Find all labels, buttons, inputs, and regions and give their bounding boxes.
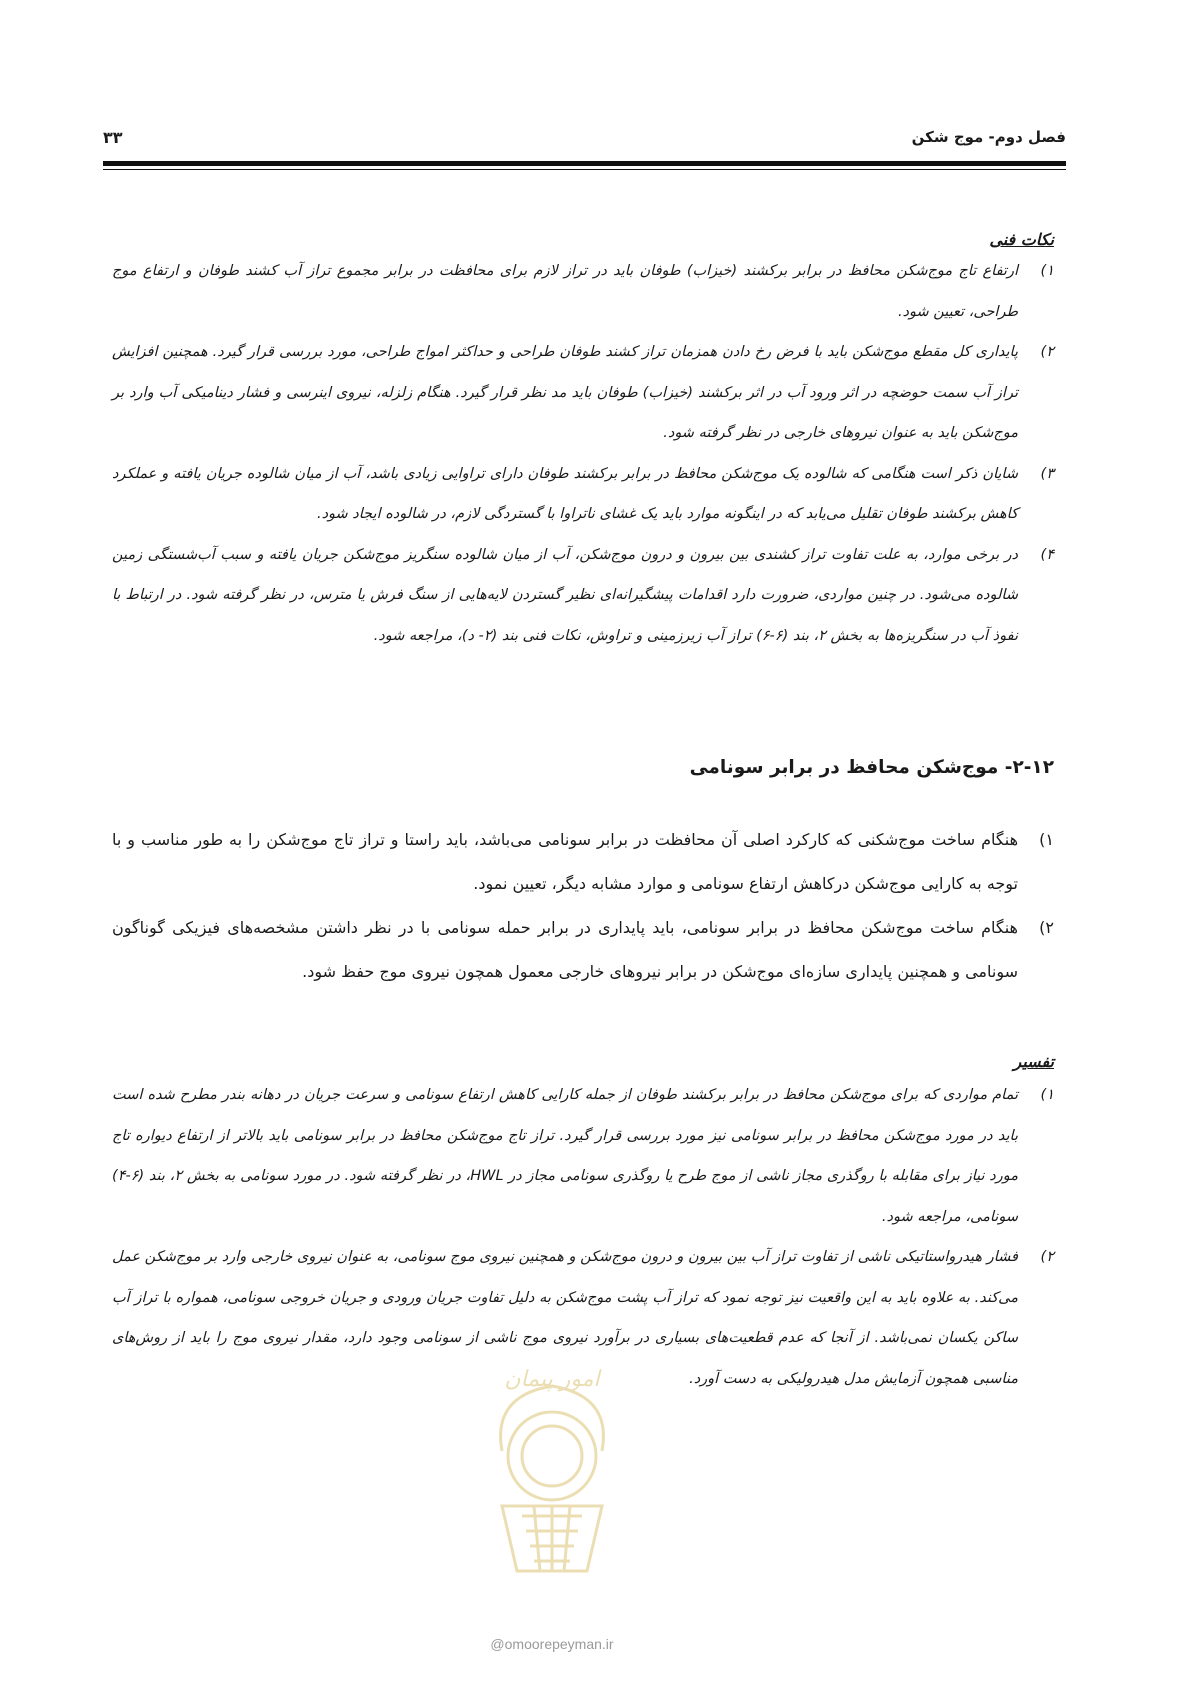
item-number: ۲) bbox=[1040, 344, 1054, 360]
page-header bbox=[103, 128, 1066, 150]
chapter-title: فصل دوم- موج شکن bbox=[911, 128, 1066, 146]
list-item bbox=[112, 818, 1054, 906]
list-item bbox=[112, 251, 1054, 332]
item-number: ۳) bbox=[1040, 465, 1054, 482]
item-text: فشار هیدرواستاتیکی ناشی از تفاوت تراز آب بین بیرون و درون موج‌شکن و همچنین نیروی موج سونامی، به عنوان نیروی خارجی وارد بر موج‌شکن عمل می‌کند. به علاوه باید به این واقعیت نیز توجه نمود که تراز آب پشت موج‌شکن به دلیل تفاوت جریان ورودی و جریان خروجی سونامی، همواره با تراز آب ساکن یکسان نمی‌باشد. از آنجا که عدم قطعیت‌های بسیاری در برآورد نیروی موج ناشی از سونامی وجود دارد، مقدار نیروی موج را باید از روش‌های مناسبی همچون آزمایش مدل هیدرولیکی به دست آورد. bbox=[112, 1249, 1018, 1387]
item-text: شایان ذکر است هنگامی که شالوده یک موج‌شکن محافظ در برابر برکشند طوفان دارای تراوایی زیادی باشد، آب از میان شالوده جریان یافته و عملکرد کاهش برکشند طوفان تقلیل می‌یابد که در اینگونه موارد باید یک غشای ناتراوا با گستردگی لازم، در شالوده ایجاد شود. bbox=[112, 465, 1018, 522]
interpretation bbox=[112, 1052, 1054, 1399]
item-text: تمام مواردی که برای موج‌شکن محافظ در برابر برکشند طوفان از جمله کارایی کاهش ارتفاع سونامی و سرعت جریان در دهانه بندر مطرح شده است باید در مورد موج‌شکن محافظ در برابر سونامی نیز مورد بررسی قرار گیرد. تراز تاج موج‌شکن محافظ در برابر سونامی باید بالاتر از ارتفاع دیواره تاج مورد نیاز برای مقابله با روگذری مجاز ناشی از موج طرح یا روگذری سونامی مجاز در HWL، در نظر گرفته شود. در مورد سونامی به بخش ۲، بند (۶-۴) سونامی، مراجعه شود. bbox=[112, 1087, 1018, 1225]
item-text: پایداری کل مقطع موج‌شکن باید با فرض رخ دادن همزمان تراز کشند طوفان طراحی و حداکثر امواج طراحی، مورد بررسی قرار گیرد. همچنین افزایش تراز آب سمت حوضچه در اثر ورود آب در اثر برکشند (خیزاب) طوفان باید مد نظر قرار گیرد. هنگام زلزله، نیروی اینرسی و فشار دینامیکی آب وارد بر موج‌شکن باید به عنوان نیروهای خارجی در نظر گرفته شود. bbox=[112, 344, 1018, 441]
section-heading: ۲-۱۲- موج‌شکن محافظ در برابر سونامی bbox=[689, 757, 1054, 778]
list-item bbox=[112, 1075, 1054, 1237]
list-item bbox=[112, 535, 1054, 657]
item-text: هنگام ساخت موج‌شکن محافظ در برابر سونامی، باید پایداری در برابر حمله سونامی با در نظر داشتن مشخصه‌های فیزیکی گوناگون سونامی و همچنین پایداری سازه‌ای موج‌شکن در برابر نیروهای خارجی معمول همچون نیروی موج حفظ شود. bbox=[112, 918, 1018, 981]
item-text: در برخی موارد، به علت تفاوت تراز کشندی بین بیرون و درون موج‌شکن، آب از میان شالوده سنگریز موج‌شکن جریان یافته و سبب آب‌شستگی زمین شالوده می‌شود. در چنین مواردی، ضرورت دارد اقدامات پیشگیرانه‌ای نظیر گستردن لایه‌هایی از سنگ فرش یا مترس، در نظر گرفته شود. در ارتباط با نفوذ آب در سنگریزه‌ها به بخش ۲، بند (۶-۶) تراز آب زیرزمینی و تراوش، نکات فنی بند (۲- د)، مراجعه شود. bbox=[112, 546, 1018, 644]
section-body bbox=[112, 818, 1054, 994]
item-text: ارتفاع تاج موج‌شکن محافظ در برابر برکشند (خیزاب) طوفان باید در تراز لازم برای محافظت در برابر مجموع تراز آب کشند طوفان و ارتفاع موج طراحی، تعیین شود. bbox=[112, 263, 1018, 320]
technical-notes bbox=[112, 230, 1054, 656]
item-number: ۱) bbox=[1040, 1087, 1054, 1103]
list-item bbox=[112, 332, 1054, 454]
header-rule-thin bbox=[103, 169, 1066, 170]
item-number: ۴) bbox=[1040, 546, 1054, 563]
watermark-logo-icon bbox=[462, 1356, 642, 1578]
item-number: ۱) bbox=[1040, 263, 1054, 279]
interpretation-label: تفسیر bbox=[1013, 1052, 1054, 1071]
watermark-site: @omoorepeyman.ir bbox=[490, 1636, 614, 1652]
header-rule-thick bbox=[103, 161, 1066, 166]
item-number: ۱) bbox=[1039, 830, 1054, 849]
list-item bbox=[112, 454, 1054, 535]
page-number: ۳۳ bbox=[103, 128, 123, 147]
watermark-logo-text: امور پیمان bbox=[504, 1367, 600, 1392]
item-number: ۲) bbox=[1040, 1249, 1054, 1265]
technical-notes-label: نکات فنی bbox=[989, 230, 1054, 249]
list-item bbox=[112, 906, 1054, 994]
item-number: ۲) bbox=[1039, 918, 1054, 937]
item-text: هنگام ساخت موج‌شکنی که کارکرد اصلی آن محافظت در برابر سونامی می‌باشد، باید راستا و تراز تاج موج‌شکن را به طور مناسب و با توجه به کارایی موج‌شکن درکاهش ارتفاع سونامی و موارد مشابه دیگر، تعیین نمود. bbox=[112, 830, 1018, 893]
